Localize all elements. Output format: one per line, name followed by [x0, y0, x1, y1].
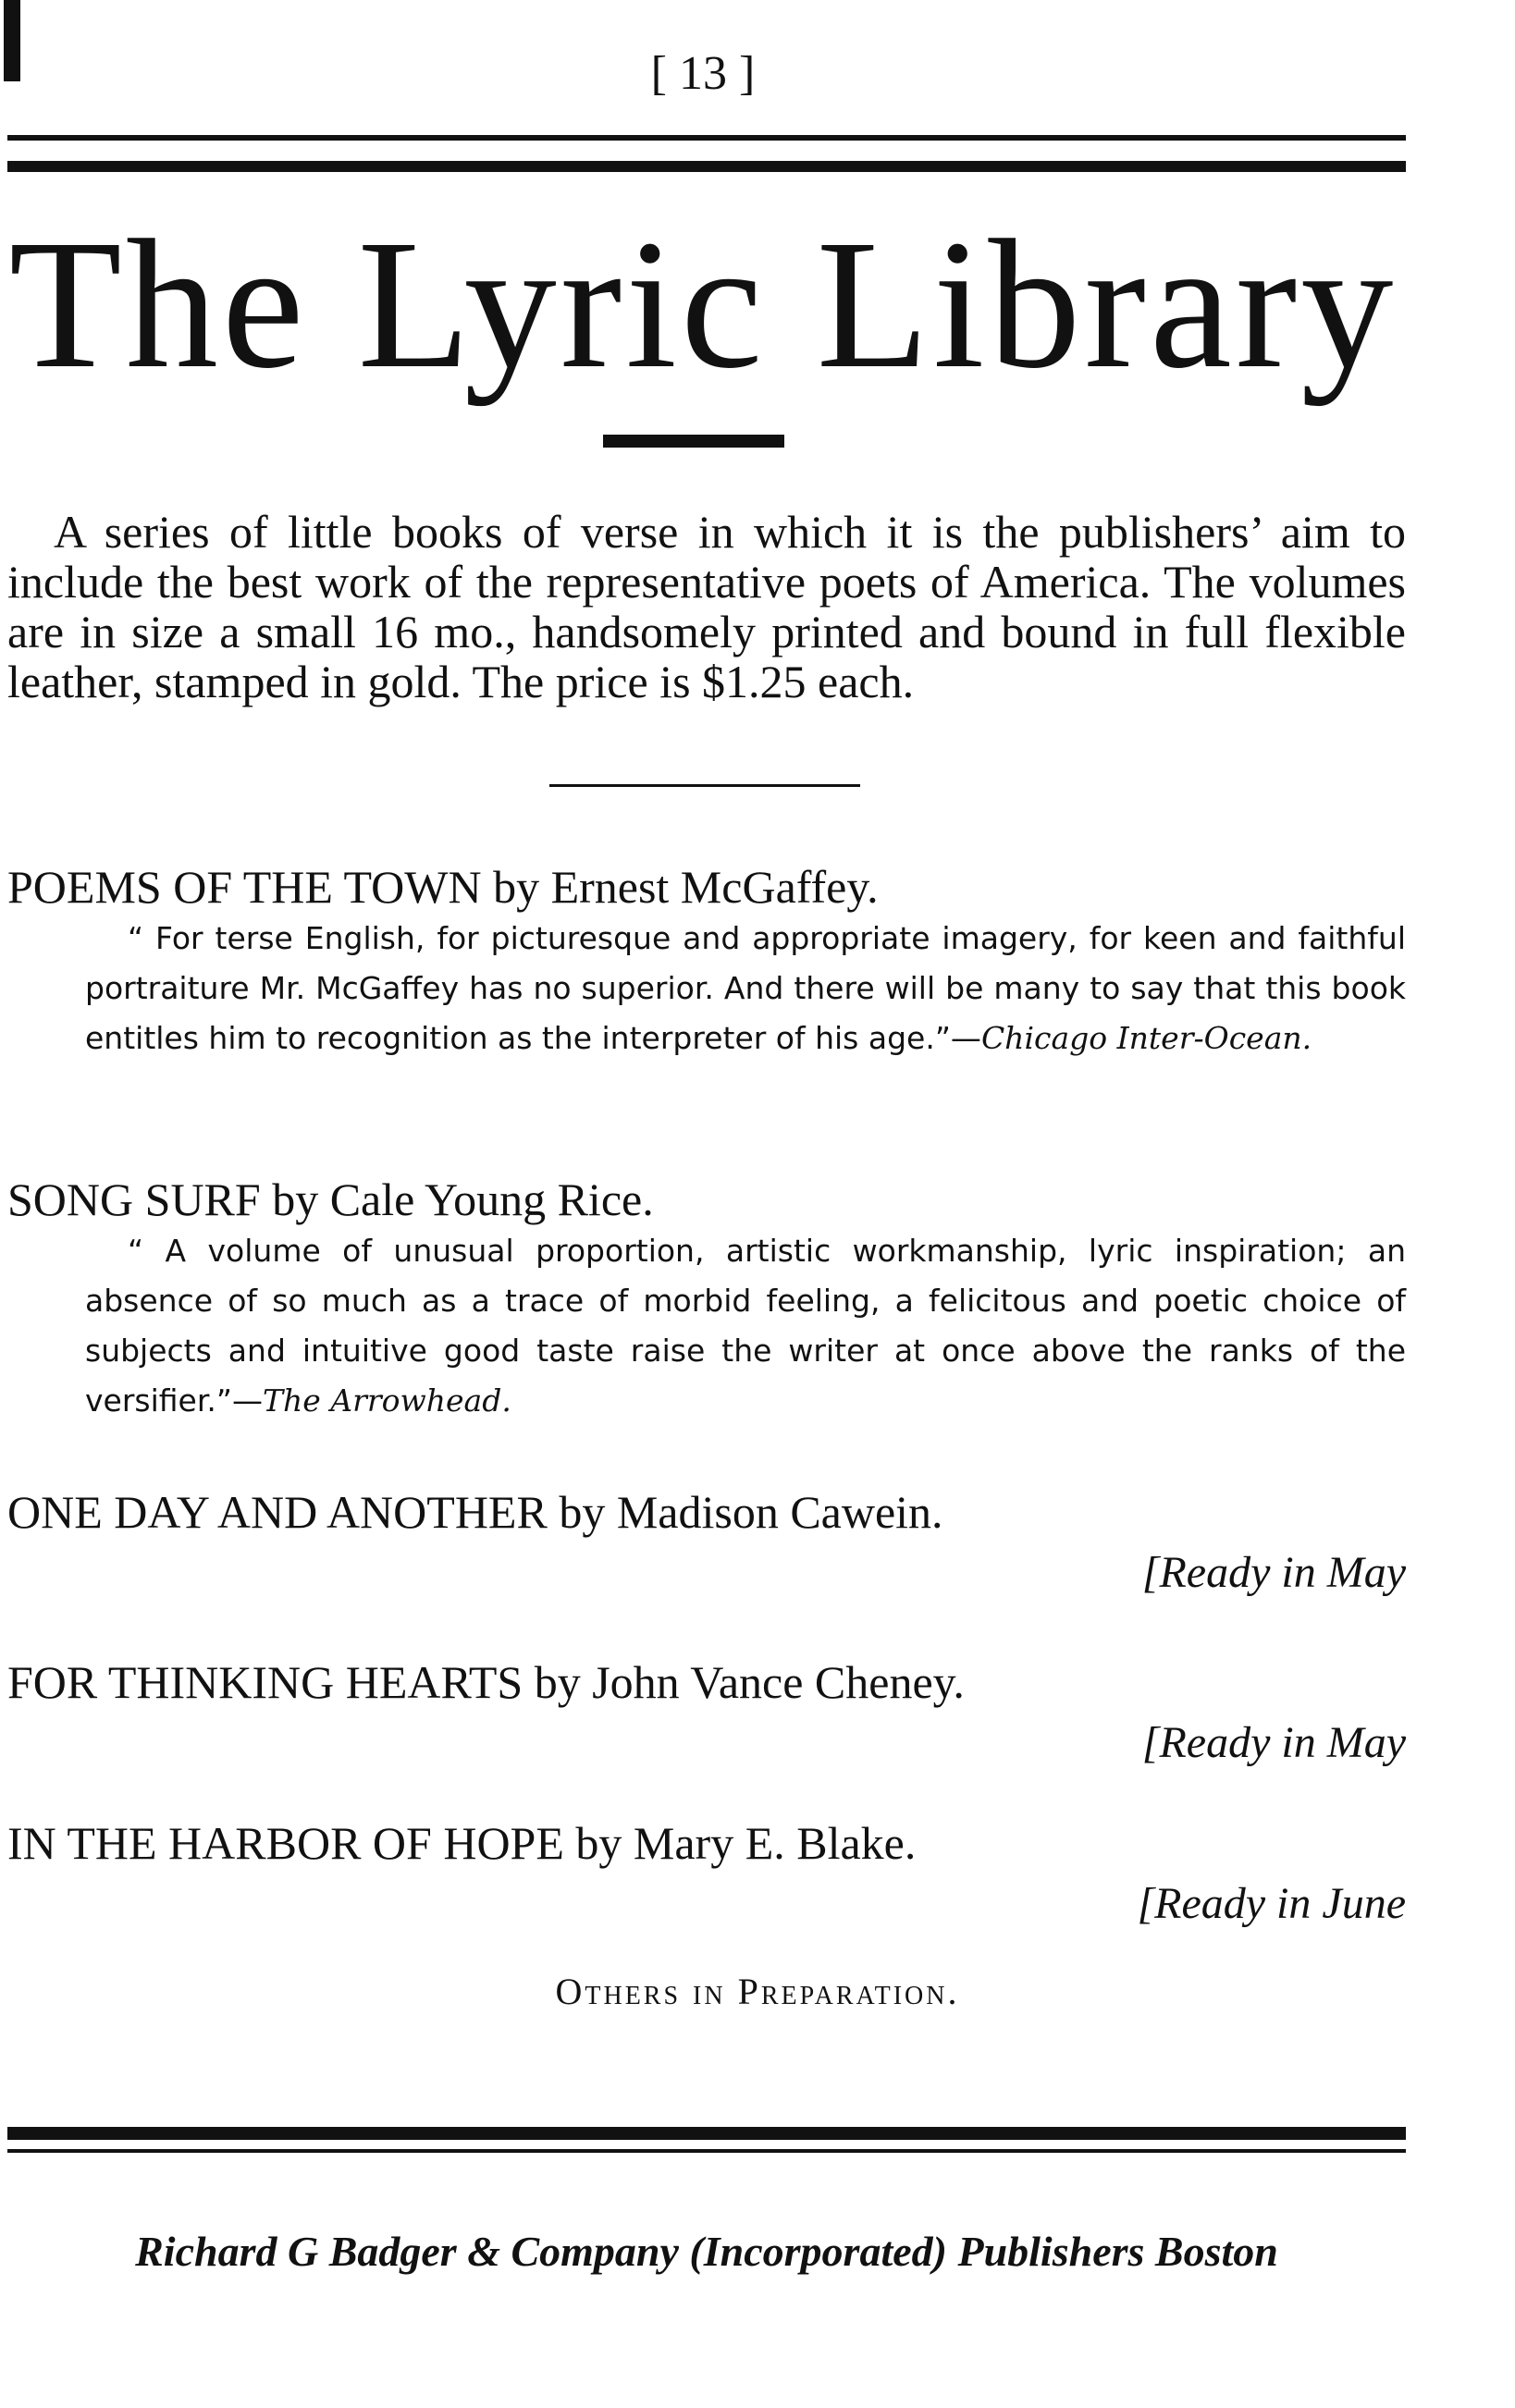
book-title: FOR THINKING HEARTS by John Vance Cheney. [7, 1656, 965, 1708]
book-title: ONE DAY AND ANOTHER by Madison Cawein. [7, 1486, 943, 1538]
book-entry [7, 1655, 1406, 1770]
others-in-preparation: Others in Preparation. [555, 1971, 960, 2012]
book-entry [7, 1485, 1406, 1600]
book-title: SONG SURF by Cale Young Rice. [7, 1173, 654, 1225]
book-review-quote [85, 914, 1406, 1063]
book-title: IN THE HARBOR OF HOPE by Mary E. Blake. [7, 1817, 917, 1869]
quote-text: “ A volume of unusual proportion, artistic workmanship, lyric inspiration; an absence of so much as a trace of morbid feeling, a felicitous and poetic choice of subjects and intuitive good taste raise the writer at once above the ranks of the versifier.”— [85, 1233, 1406, 1419]
intro-paragraph: A series of little books of verse in which it is the publishers’ aim to include the best work of the representative poets of America. The volumes are in size a small 16 mo., handsomely printed and bound in full flexible leather, stamped in gold. The price is $1.25 each. [7, 506, 1406, 707]
book-title: POEMS OF THE TOWN by Ernest McGaffey. [7, 861, 879, 913]
page-title: The Lyric Library [8, 203, 1398, 407]
page-number: [ 13 ] [650, 47, 756, 100]
section-divider [549, 784, 860, 787]
title-underline-rule [603, 435, 784, 448]
top-rule-thick [7, 161, 1406, 172]
bottom-rule-thick [7, 2127, 1406, 2140]
publisher-imprint: Richard G Badger & Company (Incorporated) Publishers Boston [135, 2228, 1278, 2275]
book-review-quote [85, 1226, 1406, 1426]
ready-status: [Ready in May [1141, 1548, 1406, 1597]
ready-status: [Ready in June [1137, 1879, 1406, 1928]
top-rule-thin [7, 135, 1406, 141]
quote-text: “ For terse English, for picturesque and appropriate imagery, for keen and faithful portraiture Mr. McGaffey has no superior. And there will be many to say that this book entitles him to recognition as the interpreter of his age.”— [85, 920, 1406, 1056]
bottom-rule-thin [7, 2149, 1406, 2153]
book-entry [7, 1816, 1406, 1931]
book-entry [7, 1173, 1406, 1426]
ready-status: [Ready in May [1141, 1718, 1406, 1767]
book-entry [7, 860, 1406, 1063]
quote-source: The Arrowhead. [262, 1382, 511, 1419]
quote-source: Chicago Inter-Ocean. [980, 1020, 1312, 1056]
